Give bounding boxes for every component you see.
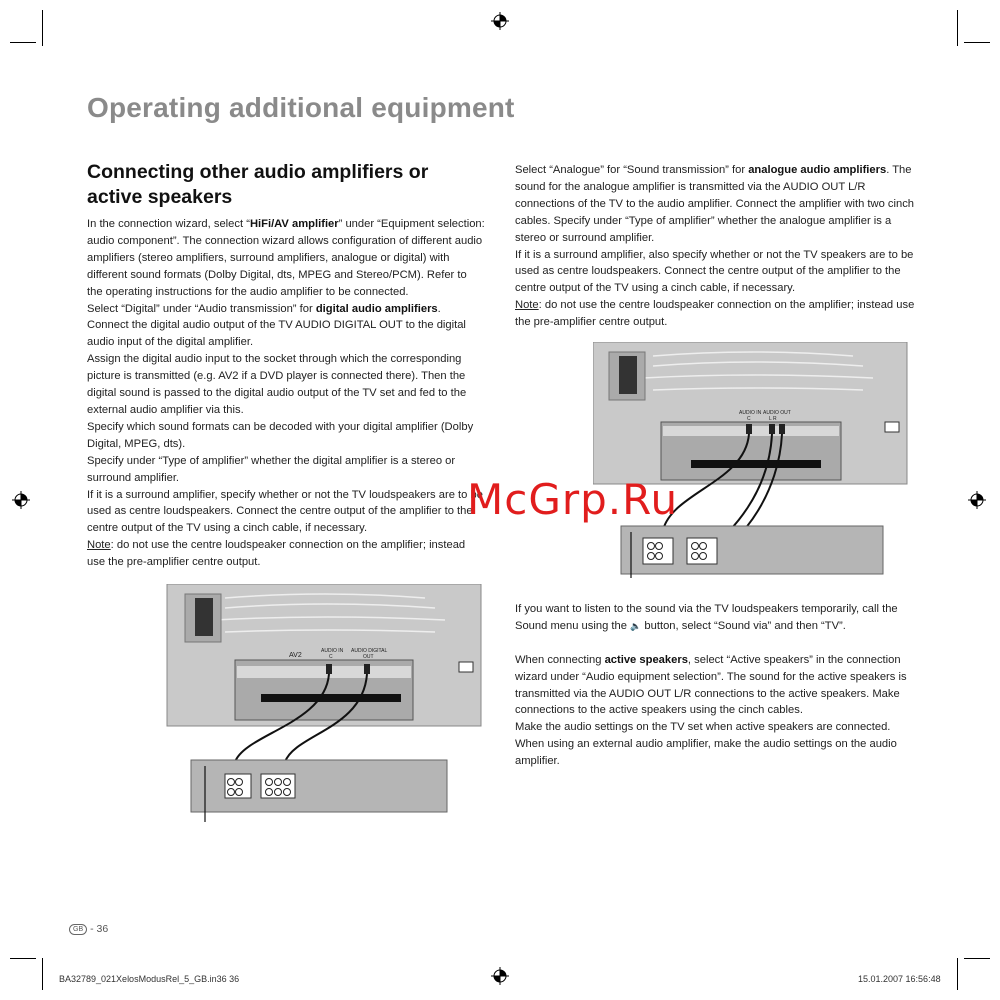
right-column-bottom xyxy=(515,601,915,770)
paragraph: When connecting active speakers, select “Active speakers” in the connection wizard under “Audio equipment selection”. The sound for the active speakers is transmitted via the AUDIO OUT L/R connections to the active speakers. Make connections to the active speakers using the cinch cables. xyxy=(515,653,907,717)
paragraph: Assign the digital audio input to the socket through which the corresponding picture is transmitted (e.g. AV2 if a DVD player is connected there). Then the digital sound is passed to the digital audio output of the TV set and fed to the external audio amplifier via this. xyxy=(87,353,467,416)
footer-date: 15.01.2007 16:56:48 xyxy=(858,974,941,984)
page-title: Operating additional equipment xyxy=(87,92,515,123)
paragraph: Select “Digital” under “Audio transmission” for digital audio amplifiers. Connect the digital audio output of the TV AUDIO DIGITAL OUT to the digital audio input of the digital amplifier. xyxy=(87,302,466,349)
paragraph: Specify under “Type of amplifier” whether the digital amplifier is a stereo or surround amplifier. xyxy=(87,454,456,484)
paragraph: Specify which sound formats can be decoded with your digital amplifier (Dolby Digital, MPEG, dts). xyxy=(87,420,474,450)
audio-out-label: AUDIO OUT xyxy=(763,410,791,416)
note: Note: do not use the centre loudspeaker connection on the amplifier; instead use the pre-amplifier centre output. xyxy=(87,539,466,569)
paragraph: Select “Analogue” for “Sound transmission” for analogue audio amplifiers. The sound for the analogue amplifier is transmitted via the AUDIO OUT L/R connections of the TV to the audio amplifier. Connect the amplifier with two cinch cables. Specify under “Type of amplifier” whether the analogue amplifier is a stereo or surround amplifier. xyxy=(515,164,915,244)
note: Note: do not use the centre loudspeaker connection on the amplifier; instead use the pre-amplifier centre output. xyxy=(515,299,915,329)
audio-out-lr-label: L R xyxy=(769,416,777,422)
paragraph: If you want to listen to the sound via the TV loudspeakers temporarily, call the Sound menu using the 🔈 button, select “Sound via” and then “TV”. xyxy=(515,603,898,632)
audio-in-c-label: C xyxy=(747,416,751,422)
audio-in-c-label: C xyxy=(329,654,333,660)
registration-mark-icon xyxy=(12,491,30,509)
paragraph: In the connection wizard, select “HiFi/AV amplifier” under “Equipment selection: audio component”. The connection wizard allows configuration of different audio amplifiers (stereo amplifiers, surround amplifiers, analogue or digital) with different sound formats (Dolby Digital, dts, MPEG and Stereo/PCM). Refer to the operating instructions for the audio amplifier to be connected. xyxy=(87,218,485,298)
registration-mark-icon xyxy=(491,967,509,985)
analogue-amplifier-diagram xyxy=(593,342,909,578)
registration-mark-icon xyxy=(968,491,986,509)
right-column-top xyxy=(515,162,915,331)
audio-digital-out-label: OUT xyxy=(363,654,374,660)
registration-mark-icon xyxy=(491,12,509,30)
audio-in-label: AUDIO IN xyxy=(739,410,762,416)
audio-digital-label: AUDIO DIGITAL xyxy=(351,648,388,654)
digital-amplifier-diagram xyxy=(165,584,483,822)
left-column xyxy=(87,216,485,571)
speaker-icon: 🔈 xyxy=(630,620,642,631)
paragraph: Make the audio settings on the TV set when active speakers are connected. When using an external audio amplifier, make the audio settings on the audio amplifier. xyxy=(515,721,897,768)
audio-in-label: AUDIO IN xyxy=(321,648,344,654)
paragraph: If it is a surround amplifier, also specify whether or not the TV speakers are to be used as centre loudspeakers. Connect the centre output of the amplifier to the centre output of the TV using a cinch cable, if necessary. xyxy=(515,248,914,295)
watermark: McGrp.Ru xyxy=(467,475,679,524)
footer-file: BA32789_021XelosModusRel_5_GB.in36 36 xyxy=(59,974,240,984)
gb-badge: GB xyxy=(69,924,87,935)
page-number: GB - 36 xyxy=(69,923,108,935)
paragraph: If it is a surround amplifier, specify whether or not the TV loudspeakers are to be used as centre loudspeakers. Connect the centre output of the amplifier to the centre output of the TV using a cinch cable, if necessary. xyxy=(87,488,483,535)
av2-label: AV2 xyxy=(289,652,302,659)
section-heading: Connecting other audio amplifiers or active speakers xyxy=(87,161,429,208)
